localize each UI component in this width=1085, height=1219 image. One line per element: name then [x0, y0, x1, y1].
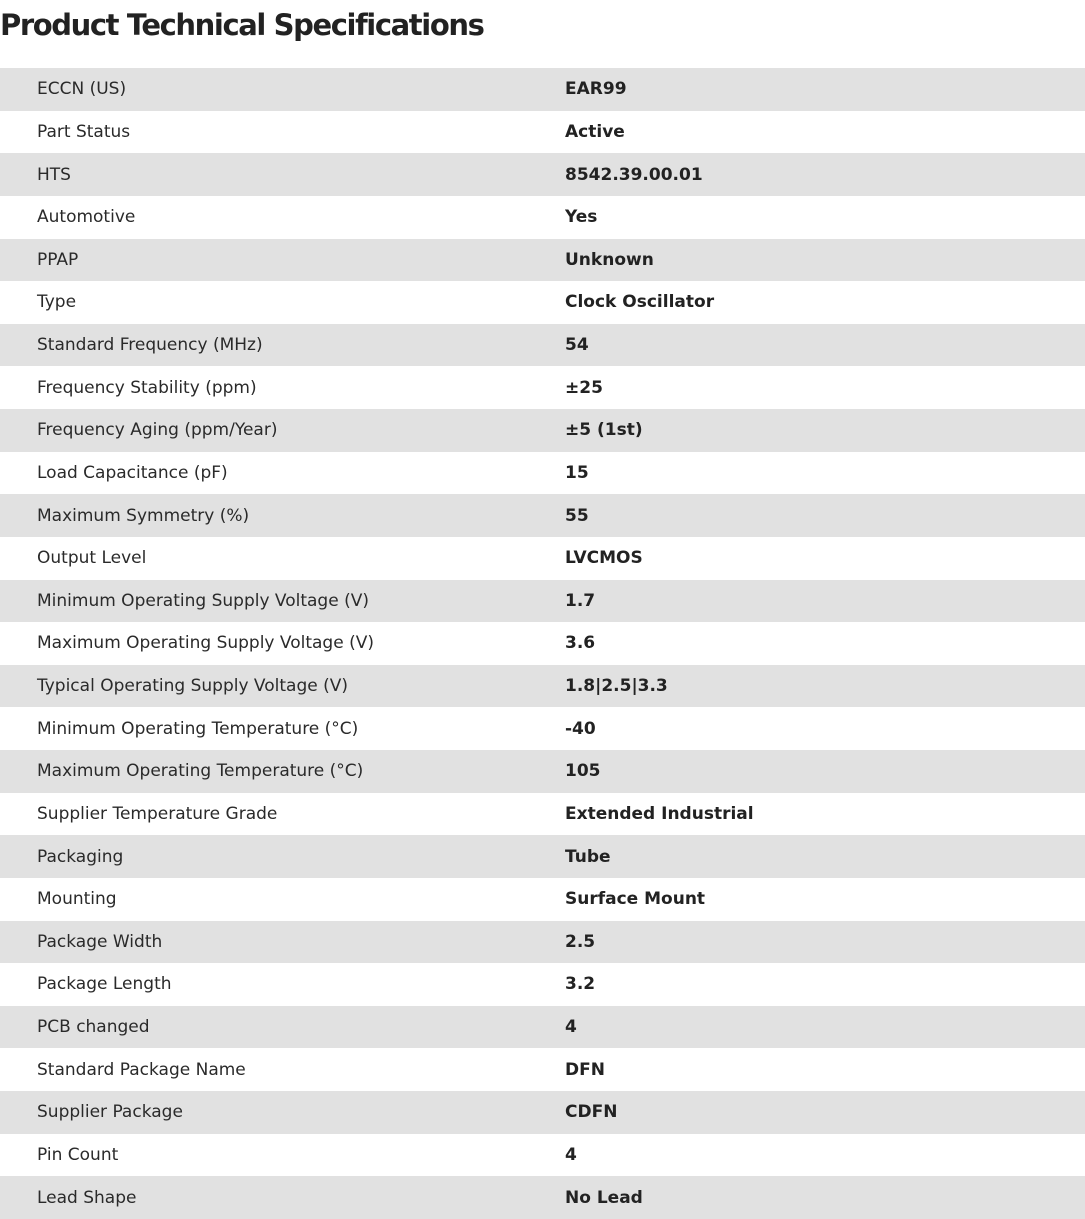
spec-row: [0, 452, 1085, 495]
spec-row: [0, 409, 1085, 452]
spec-label: HTS: [37, 164, 71, 185]
spec-value: EAR99: [565, 79, 627, 100]
spec-row: [0, 878, 1085, 921]
spec-value: DFN: [565, 1059, 605, 1080]
spec-label: Standard Package Name: [37, 1059, 246, 1080]
spec-label: PCB changed: [37, 1017, 150, 1038]
spec-value: Surface Mount: [565, 889, 706, 910]
spec-label: Packaging: [37, 846, 124, 867]
spec-table: [0, 68, 1085, 1219]
spec-value: ±5 (1st): [565, 420, 643, 441]
spec-label: Maximum Operating Supply Voltage (V): [37, 633, 374, 654]
spec-row: [0, 366, 1085, 409]
spec-row: [0, 494, 1085, 537]
spec-row: [0, 622, 1085, 665]
spec-value: 1.8|2.5|3.3: [565, 676, 668, 697]
spec-label: Load Capacitance (pF): [37, 462, 228, 483]
spec-value: 3.2: [565, 974, 596, 995]
spec-row: [0, 1006, 1085, 1049]
spec-row: [0, 707, 1085, 750]
spec-label: PPAP: [37, 249, 79, 270]
spec-row: [0, 153, 1085, 196]
spec-label: Standard Frequency (MHz): [37, 335, 263, 356]
spec-row: [0, 1091, 1085, 1134]
spec-label: Output Level: [37, 548, 147, 569]
spec-value: ±25: [565, 377, 603, 398]
spec-value: Tube: [565, 846, 611, 867]
spec-row: [0, 921, 1085, 964]
spec-value: 1.7: [565, 590, 596, 611]
spec-value: Clock Oscillator: [565, 292, 715, 313]
spec-row: [0, 324, 1085, 367]
spec-label: Maximum Symmetry (%): [37, 505, 250, 526]
spec-label: Minimum Operating Supply Voltage (V): [37, 590, 369, 611]
spec-label: Lead Shape: [37, 1187, 137, 1208]
spec-value: -40: [565, 718, 596, 739]
spec-label: Pin Count: [37, 1144, 119, 1165]
spec-label: Automotive: [37, 207, 136, 228]
spec-value: 2.5: [565, 931, 596, 952]
spec-row: [0, 665, 1085, 708]
spec-value: 15: [565, 462, 589, 483]
spec-row: [0, 239, 1085, 282]
spec-value: 8542.39.00.01: [565, 164, 703, 185]
spec-value: No Lead: [565, 1187, 643, 1208]
spec-row: [0, 1176, 1085, 1219]
spec-value: Unknown: [565, 249, 654, 270]
spec-row: [0, 1048, 1085, 1091]
spec-label: Minimum Operating Temperature (°C): [37, 718, 359, 739]
spec-label: Mounting: [37, 889, 117, 910]
spec-value: 105: [565, 761, 601, 782]
spec-label: Typical Operating Supply Voltage (V): [37, 676, 348, 697]
spec-value: 4: [565, 1144, 577, 1165]
spec-value: CDFN: [565, 1102, 618, 1123]
spec-value: Extended Industrial: [565, 803, 754, 824]
spec-value: 55: [565, 505, 589, 526]
spec-row: [0, 111, 1085, 154]
spec-row: [0, 196, 1085, 239]
spec-label: Maximum Operating Temperature (°C): [37, 761, 364, 782]
spec-row: [0, 793, 1085, 836]
spec-row: [0, 281, 1085, 324]
page-title: Product Technical Specifications: [0, 8, 484, 42]
spec-label: Supplier Temperature Grade: [37, 803, 278, 824]
spec-label: Frequency Stability (ppm): [37, 377, 257, 398]
spec-value: Yes: [565, 207, 598, 228]
spec-value: 54: [565, 335, 589, 356]
spec-label: Package Width: [37, 931, 163, 952]
spec-row: [0, 537, 1085, 580]
spec-row: [0, 963, 1085, 1006]
spec-value: 4: [565, 1017, 577, 1038]
spec-label: Part Status: [37, 121, 131, 142]
spec-row: [0, 68, 1085, 111]
spec-label: Supplier Package: [37, 1102, 183, 1123]
spec-value: 3.6: [565, 633, 596, 654]
spec-value: LVCMOS: [565, 548, 643, 569]
spec-value: Active: [565, 121, 625, 142]
spec-label: Type: [37, 292, 77, 313]
spec-row: [0, 1134, 1085, 1177]
spec-row: [0, 835, 1085, 878]
spec-label: Frequency Aging (ppm/Year): [37, 420, 278, 441]
spec-label: Package Length: [37, 974, 172, 995]
spec-row: [0, 750, 1085, 793]
spec-table-body: [0, 68, 1085, 1219]
spec-row: [0, 580, 1085, 623]
spec-label: ECCN (US): [37, 79, 127, 100]
